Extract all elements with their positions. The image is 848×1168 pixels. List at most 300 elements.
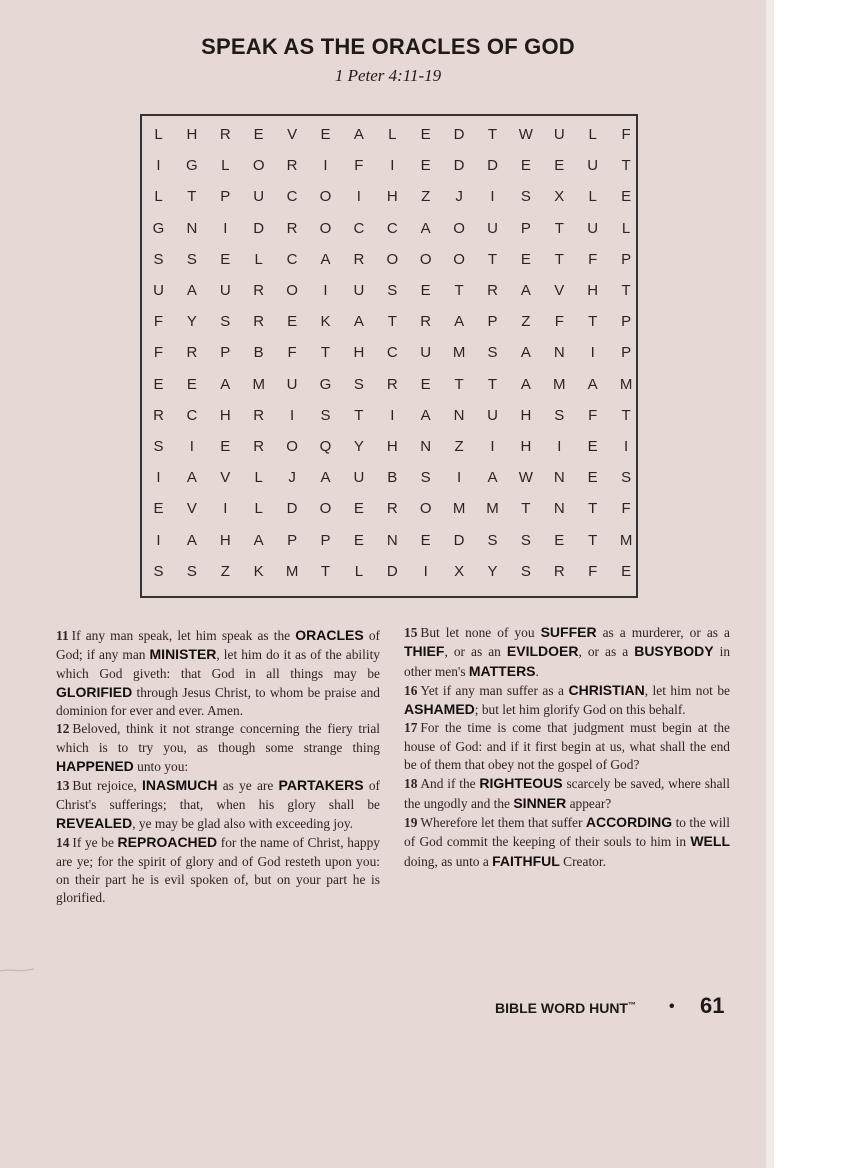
grid-letter: T xyxy=(621,157,631,175)
verse-text: Yet if any man suffer as a xyxy=(420,682,569,698)
grid-letter: X xyxy=(454,562,465,580)
grid-letter: S xyxy=(520,188,531,206)
grid-letter: C xyxy=(386,219,398,237)
grid-letter: R xyxy=(153,406,164,424)
grid-letter: S xyxy=(487,531,498,549)
grid-letter: R xyxy=(286,219,298,237)
grid-letter: R xyxy=(286,157,298,175)
grid-letter: P xyxy=(220,344,231,362)
grid-letter: F xyxy=(554,313,564,331)
grid-letter: E xyxy=(420,157,431,175)
grid-letter: I xyxy=(490,188,495,206)
grid-letter: I xyxy=(156,531,161,549)
hidden-word: MINISTER xyxy=(149,646,217,663)
grid-letter: R xyxy=(219,126,231,143)
grid-letter: T xyxy=(554,219,564,237)
grid-letter: F xyxy=(621,126,631,143)
grid-letter: I xyxy=(624,438,629,455)
grid-letter: T xyxy=(554,250,564,268)
grid-letter: G xyxy=(186,157,198,175)
grid-letter: U xyxy=(553,126,565,143)
verse-text: If any man speak, let him speak as the xyxy=(71,628,296,643)
grid-letter: P xyxy=(320,531,331,549)
grid-letter: I xyxy=(390,157,395,175)
grid-letter: P xyxy=(520,219,531,237)
verse-text: doing, as unto a xyxy=(404,853,493,869)
grid-letter: O xyxy=(319,219,332,237)
verse-text: If ye be xyxy=(72,835,118,851)
grid-letter: R xyxy=(253,406,265,424)
verse-text: , let him not be xyxy=(644,682,730,698)
grid-letter: E xyxy=(420,126,431,143)
grid-letter: P xyxy=(487,313,498,331)
grid-letter: U xyxy=(219,282,231,299)
grid-letter: A xyxy=(253,531,264,549)
grid-letter: F xyxy=(621,500,631,518)
grid-letter: A xyxy=(220,375,231,393)
hidden-word: GLORIFIED xyxy=(56,683,133,700)
grid-letter: P xyxy=(621,313,632,331)
grid-letter: X xyxy=(554,188,565,206)
grid-letter: K xyxy=(320,313,331,331)
grid-letter: N xyxy=(420,438,432,455)
hidden-word: CHRISTIAN xyxy=(568,681,645,698)
grid-letter: I xyxy=(189,438,194,455)
hidden-word: MATTERS xyxy=(468,662,536,679)
grid-letter: H xyxy=(353,344,365,362)
verse-number: 14 xyxy=(56,835,70,851)
verse-number: 17 xyxy=(404,720,418,736)
grid-letter: E xyxy=(587,469,598,487)
verse-15 xyxy=(404,623,730,681)
grid-letter: O xyxy=(286,438,298,455)
grid-letter: A xyxy=(186,282,197,299)
grid-letter: S xyxy=(353,375,364,393)
grid-letter: S xyxy=(153,438,164,455)
grid-letter: D xyxy=(453,531,465,549)
verse-text: , ye may be glad also with exceeding joy. xyxy=(132,815,353,831)
grid-letter: I xyxy=(223,219,228,237)
grid-letter: L xyxy=(388,126,397,143)
grid-letter: F xyxy=(588,250,598,268)
grid-letter: P xyxy=(220,188,231,206)
grid-letter: S xyxy=(153,562,164,580)
grid-letter: C xyxy=(286,188,298,206)
grid-letter: A xyxy=(520,344,531,362)
series-footer xyxy=(495,1000,636,1016)
grid-letter: Z xyxy=(220,562,230,580)
verse-text: , let him do it as of the ability which God giveth: that God in all things may be xyxy=(56,647,380,681)
grid-letter: A xyxy=(587,375,598,393)
page-title: SPEAK AS THE ORACLES OF GOD xyxy=(201,34,575,59)
hidden-word: ASHAMED xyxy=(404,701,475,718)
grid-letter: L xyxy=(621,219,631,237)
page-edge xyxy=(766,0,774,1168)
grid-letter: U xyxy=(487,219,498,237)
grid-letter: M xyxy=(486,500,499,518)
grid-letter: P xyxy=(621,344,632,362)
grid-letter: R xyxy=(386,500,398,518)
grid-letter: A xyxy=(320,250,331,268)
verse-text: ; but let him glorify God on this behalf. xyxy=(474,702,686,718)
grid-letter: E xyxy=(420,375,431,393)
grid-letter: P xyxy=(287,531,298,549)
grid-letter: L xyxy=(588,126,597,143)
footer-bullet: • xyxy=(669,998,675,1015)
verse-number: 19 xyxy=(404,814,418,830)
grid-letter: R xyxy=(253,438,265,455)
grid-letter: Z xyxy=(521,313,531,331)
verse-text: of Christ's sufferings; that, when his glory shall be xyxy=(56,778,380,812)
grid-letter: L xyxy=(221,157,230,175)
grid-letter: R xyxy=(386,375,398,393)
grid-letter: I xyxy=(323,282,328,299)
grid-letter: E xyxy=(153,500,164,518)
grid-letter: E xyxy=(520,157,531,175)
grid-letter: E xyxy=(554,531,565,549)
grid-letter: I xyxy=(223,500,228,518)
grid-letter: S xyxy=(220,313,231,331)
grid-letter: T xyxy=(588,531,598,549)
verse-17 xyxy=(404,719,730,774)
verse-text: For the time is come that judgment must begin at the house of God: and if it first begin at us, what shall the end be of them that obey not the gospel of God? xyxy=(404,720,730,773)
grid-letter: S xyxy=(186,562,197,580)
verse-12 xyxy=(56,720,380,776)
hidden-word: WELL xyxy=(690,833,730,850)
grid-letter: T xyxy=(621,406,631,424)
loose-thread xyxy=(0,965,34,975)
grid-letter: A xyxy=(420,219,431,237)
grid-letter: I xyxy=(457,469,462,487)
grid-letter: E xyxy=(420,531,431,549)
grid-letter: C xyxy=(353,219,365,237)
verse-text: . xyxy=(535,663,539,679)
verse-text: unto you: xyxy=(133,759,189,775)
grid-letter: O xyxy=(252,157,265,175)
grid-letter: N xyxy=(553,344,565,362)
grid-letter: F xyxy=(354,157,364,175)
grid-letter: D xyxy=(253,219,265,237)
grid-letter: M xyxy=(452,500,466,518)
grid-letter: K xyxy=(253,562,264,580)
grid-letter: H xyxy=(386,438,398,455)
grid-letter: F xyxy=(153,344,164,362)
verse-text: And if the xyxy=(420,776,480,792)
grid-letter: N xyxy=(553,469,565,487)
grid-letter: L xyxy=(354,562,364,580)
verse-text: scarcely be saved, where shall the ungodly and the xyxy=(404,776,730,811)
grid-letter: S xyxy=(387,282,398,299)
grid-letter: O xyxy=(286,282,298,299)
grid-letter: G xyxy=(152,219,165,237)
verse-text: , or as a xyxy=(578,644,635,660)
grid-letter: D xyxy=(286,500,298,518)
grid-letter: O xyxy=(419,250,432,268)
grid-letter: O xyxy=(319,500,332,518)
grid-letter: U xyxy=(153,282,164,299)
grid-letter: T xyxy=(187,188,197,206)
grid-letter: W xyxy=(518,126,533,143)
grid-letter: I xyxy=(490,438,495,455)
verse-number: 13 xyxy=(56,778,70,794)
grid-letter: E xyxy=(320,126,331,143)
grid-letter: O xyxy=(319,188,332,206)
grid-letter: M xyxy=(553,375,566,393)
hidden-word: HAPPENED xyxy=(56,758,134,775)
verse-text: to the will of God commit the keeping of their souls to him in xyxy=(404,814,730,850)
grid-letter: T xyxy=(487,126,498,143)
verse-14 xyxy=(56,833,380,907)
grid-letter: L xyxy=(254,250,263,268)
verse-16 xyxy=(404,681,730,720)
verse-text: as ye are xyxy=(217,778,279,794)
verses-left-column xyxy=(56,626,380,907)
grid-letter: M xyxy=(619,375,633,393)
grid-letter: S xyxy=(621,469,632,487)
grid-letter: T xyxy=(487,250,498,268)
verse-number: 12 xyxy=(56,721,70,737)
grid-letter: R xyxy=(186,344,198,362)
grid-letter: V xyxy=(220,469,231,487)
hidden-word: RIGHTEOUS xyxy=(479,775,563,792)
grid-letter: N xyxy=(186,219,198,237)
grid-letter: B xyxy=(253,344,264,362)
grid-letter: I xyxy=(356,188,361,206)
grid-letter: I xyxy=(323,157,328,175)
verse-text: , or as an xyxy=(444,644,507,660)
verse-text: through Jesus Christ, to whom be praise and dominion for ever and ever. Amen. xyxy=(56,684,380,719)
hidden-word: ORACLES xyxy=(295,627,364,643)
grid-letter: H xyxy=(186,126,198,143)
grid-letter: V xyxy=(186,500,197,518)
hidden-word: BUSYBODY xyxy=(634,643,714,660)
grid-letter: S xyxy=(320,406,331,424)
grid-letter: U xyxy=(587,219,599,237)
grid-letter: U xyxy=(353,282,365,299)
grid-letter: I xyxy=(557,438,562,455)
grid-letter: R xyxy=(487,282,498,299)
grid-letter: F xyxy=(588,406,598,424)
grid-letter: Y xyxy=(353,438,364,455)
grid-letter: T xyxy=(387,313,397,331)
grid-letter: O xyxy=(419,500,432,518)
grid-letter: O xyxy=(453,219,465,237)
grid-letter: E xyxy=(621,188,632,206)
verse-18 xyxy=(404,774,730,813)
grid-letter: T xyxy=(487,375,498,393)
grid-letter: C xyxy=(186,406,198,424)
grid-letter: A xyxy=(353,313,364,331)
grid-letter: A xyxy=(520,375,531,393)
verse-13 xyxy=(56,776,380,833)
verse-text: But let none of you xyxy=(420,625,541,640)
series-name: BIBLE WORD HUNT xyxy=(495,1000,628,1016)
verse-number: 16 xyxy=(404,682,418,698)
verse-number: 18 xyxy=(404,776,418,792)
grid-letter: H xyxy=(219,531,231,549)
grid-letter: L xyxy=(154,188,163,206)
grid-letter: T xyxy=(320,562,331,580)
grid-letter: M xyxy=(285,562,299,580)
verse-text: Beloved, think it not strange concerning the fiery trial which is to try you, as though some strange thing xyxy=(56,721,380,755)
grid-letter: M xyxy=(619,531,633,549)
verse-number: 11 xyxy=(56,628,69,643)
grid-letter: Q xyxy=(319,438,332,455)
verse-text: But rejoice, xyxy=(72,778,142,794)
grid-letter: E xyxy=(554,157,565,175)
grid-letter: I xyxy=(290,406,295,424)
verse-text: for the name of Christ, happy are ye; for the spirit of glory and of God resteth upon you: on their part he is evil spoken of, but on your part he is glorified. xyxy=(56,835,380,906)
grid-letter: O xyxy=(386,250,399,268)
grid-letter: A xyxy=(353,126,364,143)
grid-letter: U xyxy=(353,469,365,487)
grid-letter: E xyxy=(420,282,431,299)
grid-letter: B xyxy=(387,469,398,487)
grid-letter: J xyxy=(288,469,296,487)
grid-letter: A xyxy=(454,313,465,331)
hidden-word: THIEF xyxy=(404,643,445,660)
grid-letter: E xyxy=(253,126,264,143)
grid-letter: R xyxy=(353,250,365,268)
grid-letter: T xyxy=(454,375,464,393)
grid-letter: A xyxy=(487,469,498,487)
hidden-word: SUFFER xyxy=(540,624,597,640)
grid-letter: S xyxy=(554,406,565,424)
grid-letter: I xyxy=(423,562,428,580)
grid-letter: E xyxy=(153,375,164,393)
verse-text: as a murderer, or as a xyxy=(596,625,730,640)
grid-letter: F xyxy=(153,313,164,331)
grid-letter: R xyxy=(420,313,432,331)
grid-letter: E xyxy=(220,438,231,455)
verse-text: appear? xyxy=(566,795,612,811)
grid-letter: A xyxy=(320,469,331,487)
hidden-word: REVEALED xyxy=(56,814,133,831)
hidden-word: FAITHFUL xyxy=(492,852,560,869)
grid-letter: T xyxy=(454,282,464,299)
grid-letter: A xyxy=(420,406,431,424)
grid-letter: T xyxy=(354,406,364,424)
grid-letter: L xyxy=(588,188,597,206)
verses-right-column xyxy=(404,623,730,871)
grid-letter: F xyxy=(588,562,598,580)
grid-letter: L xyxy=(254,500,263,518)
grid-letter: R xyxy=(253,313,265,331)
grid-letter: U xyxy=(286,375,298,393)
grid-letter: Y xyxy=(487,562,498,580)
verse-19 xyxy=(404,813,730,871)
grid-letter: I xyxy=(590,344,595,362)
grid-letter: D xyxy=(386,562,398,580)
grid-letter: I xyxy=(156,469,161,487)
grid-letter: D xyxy=(487,157,498,175)
grid-letter: W xyxy=(518,469,533,487)
scripture-reference: 1 Peter 4:11-19 xyxy=(334,66,442,85)
grid-letter: E xyxy=(220,250,231,268)
grid-letter: N xyxy=(386,531,398,549)
grid-letter: E xyxy=(186,375,197,393)
grid-letter: T xyxy=(621,282,631,299)
grid-letter: M xyxy=(252,375,265,393)
grid-letter: S xyxy=(520,562,531,580)
verse-text: in other men's xyxy=(404,644,731,679)
grid-letter: U xyxy=(253,188,265,206)
grid-letter: T xyxy=(320,344,331,362)
grid-letter: H xyxy=(219,406,231,424)
grid-letter: H xyxy=(386,188,398,206)
grid-letter: P xyxy=(621,250,632,268)
grid-letter: A xyxy=(186,469,197,487)
grid-letter: O xyxy=(453,250,465,268)
grid-letter: Z xyxy=(421,188,431,206)
grid-letter: E xyxy=(621,562,632,580)
grid-letter: H xyxy=(587,282,599,299)
grid-letter: Y xyxy=(186,313,197,331)
verse-text: Wherefore let them that suffer xyxy=(420,814,586,830)
word-search-grid xyxy=(140,114,638,598)
grid-letter: E xyxy=(587,438,598,455)
grid-letter: N xyxy=(453,406,465,424)
grid-letter: F xyxy=(287,344,297,362)
grid-letter: J xyxy=(455,188,463,206)
verse-11 xyxy=(56,626,380,720)
grid-letter: T xyxy=(588,500,598,518)
hidden-word: SINNER xyxy=(513,794,567,811)
grid-letter: A xyxy=(186,531,197,549)
grid-letter: H xyxy=(520,438,532,455)
grid-letter: T xyxy=(521,500,531,518)
hidden-word: EVILDOER xyxy=(506,643,579,660)
verse-text: of God; if any man xyxy=(56,628,380,663)
grid-letter: S xyxy=(420,469,431,487)
grid-letter: Z xyxy=(454,438,464,455)
grid-letter: S xyxy=(153,250,164,268)
grid-letter: I xyxy=(156,157,161,175)
grid-letter: T xyxy=(588,313,598,331)
grid-letter: E xyxy=(353,500,364,518)
verse-number: 15 xyxy=(404,625,418,640)
grid-letter: H xyxy=(520,406,532,424)
grid-letter: M xyxy=(452,344,466,362)
grid-letter: U xyxy=(487,406,498,424)
grid-letter: E xyxy=(520,250,531,268)
hidden-word: PARTAKERS xyxy=(278,777,364,794)
grid-letter: V xyxy=(287,126,298,143)
grid-letter: V xyxy=(554,282,565,299)
grid-letter: L xyxy=(254,469,263,487)
grid-letter: G xyxy=(319,375,332,393)
grid-letter: U xyxy=(420,344,432,362)
grid-letter: S xyxy=(487,344,498,362)
grid-letter: N xyxy=(553,500,565,518)
grid-letter: S xyxy=(186,250,197,268)
grid-letter: C xyxy=(386,344,398,362)
grid-letter: E xyxy=(287,313,298,331)
hidden-word: REPROACHED xyxy=(117,834,218,851)
grid-letter: U xyxy=(587,157,599,175)
grid-letter: E xyxy=(353,531,364,549)
grid-letter: A xyxy=(520,282,531,299)
grid-letter: C xyxy=(286,250,298,268)
hidden-word: ACCORDING xyxy=(585,813,673,830)
grid-letter: L xyxy=(154,126,163,143)
hidden-word: INASMUCH xyxy=(142,777,218,794)
grid-letter: S xyxy=(520,531,531,549)
grid-letter: R xyxy=(253,282,265,299)
grid-letter: D xyxy=(453,126,465,143)
verse-text: Creator. xyxy=(559,853,606,869)
grid-letter: R xyxy=(553,562,565,580)
